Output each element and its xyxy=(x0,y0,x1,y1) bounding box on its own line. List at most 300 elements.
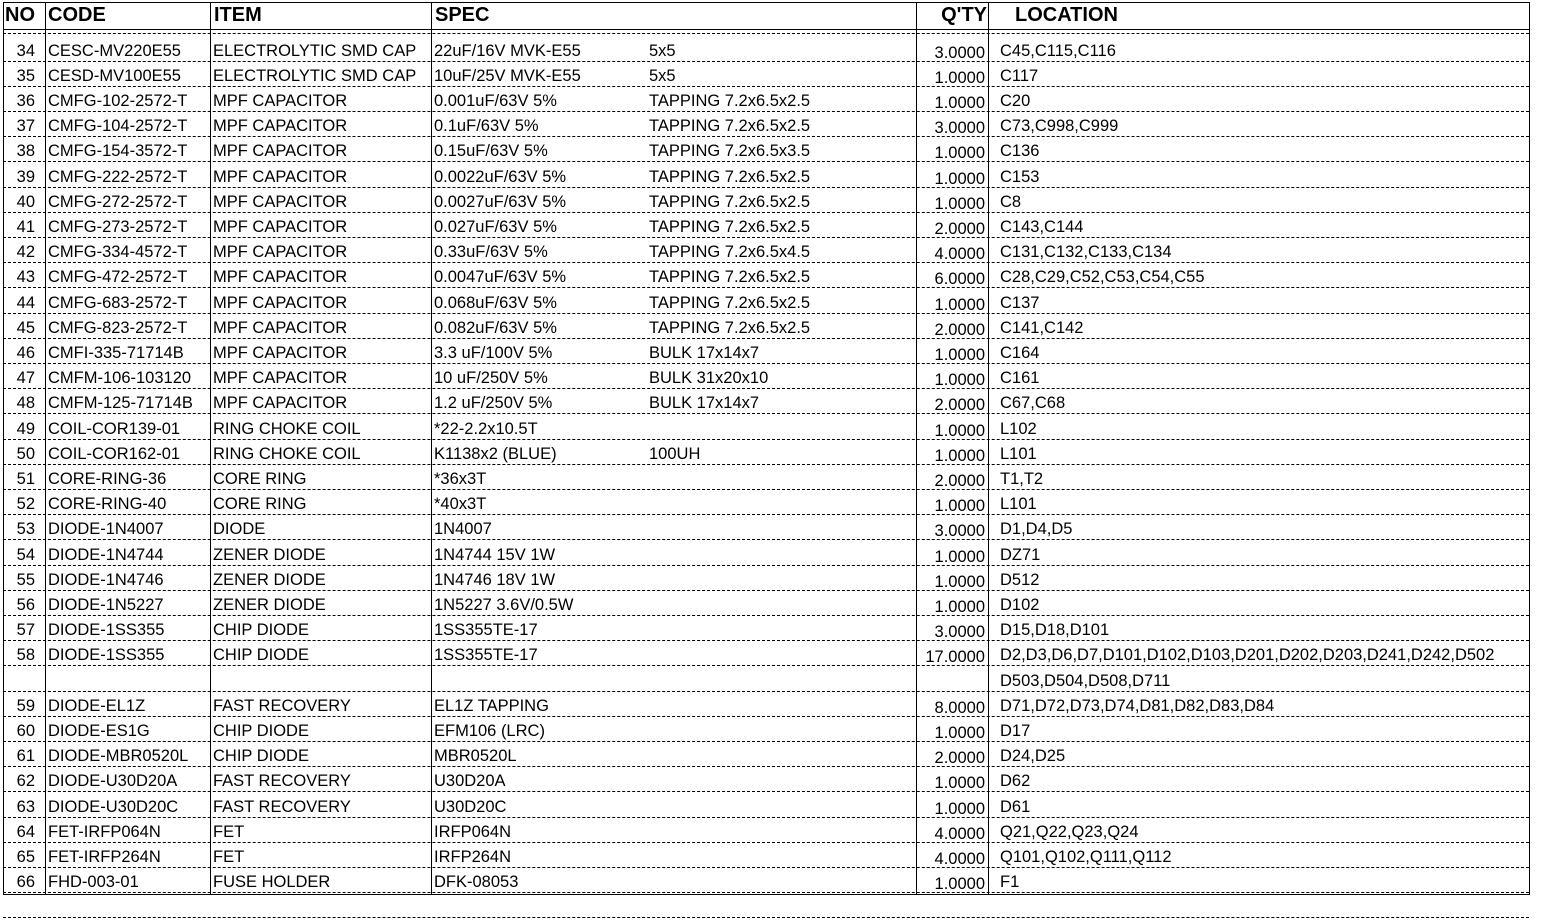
quantity: 1.0000 xyxy=(934,371,985,390)
item-name: CORE RING xyxy=(213,469,307,488)
grid-line xyxy=(3,464,1529,465)
location: Q21,Q22,Q23,Q24 xyxy=(1000,822,1139,841)
table-row xyxy=(3,591,1529,616)
item-name: MPF CAPACITOR xyxy=(213,217,348,236)
grid-line xyxy=(3,388,1529,389)
location: D102 xyxy=(1000,595,1040,614)
grid-line xyxy=(3,640,1529,641)
table-row xyxy=(3,339,1529,364)
spec-value: 0.068uF/63V 5% xyxy=(434,293,557,312)
item-name: FET xyxy=(213,822,245,841)
spec-package: TAPPING 7.2x6.5x4.5 xyxy=(649,243,811,262)
spec-value: 1.2 uF/250V 5% xyxy=(434,394,553,413)
table-row xyxy=(3,490,1529,515)
spec-value: *22-2.2x10.5T xyxy=(434,419,538,438)
header-spec: SPEC xyxy=(435,4,490,26)
quantity: 1.0000 xyxy=(934,875,985,894)
grid-column-line xyxy=(916,2,917,895)
header-item: ITEM xyxy=(214,4,262,26)
part-code: FHD-003-01 xyxy=(48,873,139,892)
spec-package: TAPPING 7.2x6.5x2.5 xyxy=(649,91,811,110)
spec-value: EFM106 (LRC) xyxy=(434,721,545,740)
table-row xyxy=(3,742,1529,767)
part-code: DIODE-U30D20C xyxy=(48,797,179,816)
location: C143,C144 xyxy=(1000,217,1084,236)
item-name: MPF CAPACITOR xyxy=(213,192,348,211)
location: C45,C115,C116 xyxy=(1000,41,1116,60)
table-row xyxy=(3,541,1529,566)
part-code: DIODE-1N4744 xyxy=(48,545,164,564)
grid-column-line xyxy=(1529,2,1530,895)
part-code: CMFG-104-2572-T xyxy=(48,117,188,136)
grid-line xyxy=(3,514,1529,515)
item-name: CHIP DIODE xyxy=(213,621,309,640)
grid-column-line xyxy=(988,2,989,895)
spec-value: 0.15uF/63V 5% xyxy=(434,142,548,161)
header-qty: Q'TY xyxy=(941,4,987,26)
spec-package: TAPPING 7.2x6.5x2.5 xyxy=(649,293,811,312)
grid-line xyxy=(3,867,1529,868)
spec-value: U30D20A xyxy=(434,772,506,791)
row-number: 43 xyxy=(16,268,35,287)
table-row xyxy=(3,566,1529,591)
quantity: 2.0000 xyxy=(934,320,985,339)
part-code: COIL-COR162-01 xyxy=(48,444,181,463)
table-row xyxy=(3,112,1529,137)
grid-line xyxy=(3,363,1529,364)
row-number: 58 xyxy=(16,646,35,665)
location: D15,D18,D101 xyxy=(1000,621,1110,640)
spec-value: 0.082uF/63V 5% xyxy=(434,318,557,337)
spec-value: 1N4744 15V 1W xyxy=(434,545,556,564)
location: D1,D4,D5 xyxy=(1000,520,1073,539)
location: C67,C68 xyxy=(1000,394,1066,413)
grid-line xyxy=(3,313,1529,314)
spec-package: TAPPING 7.2x6.5x2.5 xyxy=(649,117,811,136)
quantity: 3.0000 xyxy=(934,623,985,642)
item-name: MPF CAPACITOR xyxy=(213,293,348,312)
row-number: 63 xyxy=(16,797,35,816)
part-code: CMFM-125-71714B xyxy=(48,394,193,413)
location: D71,D72,D73,D74,D81,D82,D83,D84 xyxy=(1000,696,1275,715)
grid-line xyxy=(3,917,1529,918)
quantity: 2.0000 xyxy=(934,471,985,490)
item-name: MPF CAPACITOR xyxy=(213,318,348,337)
spec-package: TAPPING 7.2x6.5x2.5 xyxy=(649,268,811,287)
table-row xyxy=(3,62,1529,87)
row-number: 39 xyxy=(16,167,35,186)
row-number: 59 xyxy=(16,696,35,715)
row-number: 50 xyxy=(16,444,35,463)
location: C28,C29,C52,C53,C54,C55 xyxy=(1000,268,1205,287)
item-name: FAST RECOVERY xyxy=(213,772,351,791)
spec-value: 1N4007 xyxy=(434,520,492,539)
location: D17 xyxy=(1000,721,1031,740)
spec-value: 0.027uF/63V 5% xyxy=(434,217,557,236)
table-row xyxy=(3,515,1529,540)
table-row xyxy=(3,188,1529,213)
quantity: 1.0000 xyxy=(934,723,985,742)
part-code: CMFG-102-2572-T xyxy=(48,91,188,110)
quantity: 1.0000 xyxy=(934,169,985,188)
row-number: 47 xyxy=(16,369,35,388)
spec-package: TAPPING 7.2x6.5x3.5 xyxy=(649,142,811,161)
location: T1,T2 xyxy=(1000,469,1044,488)
quantity: 6.0000 xyxy=(934,270,985,289)
spec-package: BULK 31x20x10 xyxy=(649,369,769,388)
table-row xyxy=(3,314,1529,339)
quantity: 1.0000 xyxy=(934,774,985,793)
item-name: CHIP DIODE xyxy=(213,747,309,766)
spec-value: U30D20C xyxy=(434,797,507,816)
grid-line xyxy=(3,187,1529,188)
quantity: 1.0000 xyxy=(934,597,985,616)
spec-value: 1SS355TE-17 xyxy=(434,621,538,640)
grid-line xyxy=(3,86,1529,87)
quantity: 2.0000 xyxy=(934,219,985,238)
quantity: 1.0000 xyxy=(934,446,985,465)
location: C20 xyxy=(1000,91,1031,110)
item-name: CORE RING xyxy=(213,495,307,514)
item-name: MPF CAPACITOR xyxy=(213,369,348,388)
location: C73,C998,C999 xyxy=(1000,117,1119,136)
row-number: 34 xyxy=(16,41,35,60)
spec-value: 1SS355TE-17 xyxy=(434,646,538,665)
item-name: ZENER DIODE xyxy=(213,570,326,589)
spec-value: 22uF/16V MVK-E55 xyxy=(434,41,581,60)
spec-package: BULK 17x14x7 xyxy=(649,343,760,362)
location: DZ71 xyxy=(1000,545,1041,564)
quantity: 17.0000 xyxy=(925,648,985,667)
row-number: 66 xyxy=(16,873,35,892)
table-row xyxy=(3,667,1529,692)
item-name: MPF CAPACITOR xyxy=(213,142,348,161)
grid-line xyxy=(3,892,1529,893)
quantity: 1.0000 xyxy=(934,345,985,364)
part-code: CESD-MV100E55 xyxy=(48,66,181,85)
grid-line xyxy=(3,741,1529,742)
item-name: MPF CAPACITOR xyxy=(213,91,348,110)
part-code: CMFG-334-4572-T xyxy=(48,243,188,262)
location: C164 xyxy=(1000,343,1040,362)
part-code: DIODE-1N4007 xyxy=(48,520,164,539)
quantity: 1.0000 xyxy=(934,93,985,112)
location: C8 xyxy=(1000,192,1022,211)
part-code: DIODE-MBR0520L xyxy=(48,747,189,766)
location: L102 xyxy=(1000,419,1037,438)
table-row xyxy=(3,868,1529,893)
quantity: 4.0000 xyxy=(934,849,985,868)
grid-line xyxy=(3,161,1529,162)
table-row xyxy=(3,87,1529,112)
row-number: 57 xyxy=(16,621,35,640)
row-number: 41 xyxy=(16,217,35,236)
grid-line xyxy=(3,615,1529,616)
grid-line xyxy=(3,33,1529,34)
item-name: CHIP DIODE xyxy=(213,721,309,740)
part-code: DIODE-1N4746 xyxy=(48,570,164,589)
row-number: 44 xyxy=(16,293,35,312)
grid-line xyxy=(3,262,1529,263)
grid-line xyxy=(3,29,1529,30)
row-number: 54 xyxy=(16,545,35,564)
table-row xyxy=(3,641,1529,666)
quantity: 1.0000 xyxy=(934,421,985,440)
item-name: ELECTROLYTIC SMD CAP xyxy=(213,66,417,85)
header-no: NO xyxy=(5,4,35,26)
quantity: 1.0000 xyxy=(934,572,985,591)
table-row xyxy=(3,843,1529,868)
quantity: 2.0000 xyxy=(934,396,985,415)
row-number: 48 xyxy=(16,394,35,413)
row-number: 36 xyxy=(16,91,35,110)
row-number: 65 xyxy=(16,847,35,866)
row-number: 52 xyxy=(16,495,35,514)
part-code: DIODE-U30D20A xyxy=(48,772,178,791)
spec-value: *40x3T xyxy=(434,495,487,514)
row-number: 53 xyxy=(16,520,35,539)
item-name: FAST RECOVERY xyxy=(213,696,351,715)
spec-value: 10 uF/250V 5% xyxy=(434,369,548,388)
grid-line xyxy=(3,2,1529,3)
spec-value: 0.0022uF/63V 5% xyxy=(434,167,567,186)
grid-line xyxy=(3,565,1529,566)
spec-value: EL1Z TAPPING xyxy=(434,696,549,715)
part-code: CMFG-273-2572-T xyxy=(48,217,188,236)
row-number: 38 xyxy=(16,142,35,161)
grid-line xyxy=(3,691,1529,692)
spec-value: 1N4746 18V 1W xyxy=(434,570,556,589)
grid-line xyxy=(3,539,1529,540)
location: C141,C142 xyxy=(1000,318,1084,337)
part-code: CORE-RING-40 xyxy=(48,495,167,514)
part-code: CMFG-472-2572-T xyxy=(48,268,188,287)
part-code: CMFM-106-103120 xyxy=(48,369,192,388)
grid-line xyxy=(3,894,1529,895)
table-row xyxy=(3,793,1529,818)
grid-line xyxy=(3,716,1529,717)
item-name: MPF CAPACITOR xyxy=(213,117,348,136)
table-row xyxy=(3,440,1529,465)
quantity: 2.0000 xyxy=(934,749,985,768)
grid-line xyxy=(3,237,1529,238)
spec-value: K1138x2 (BLUE) xyxy=(434,444,557,463)
grid-line xyxy=(3,590,1529,591)
quantity: 4.0000 xyxy=(934,824,985,843)
table-row xyxy=(3,163,1529,188)
spec-value: 0.1uF/63V 5% xyxy=(434,117,539,136)
location: D61 xyxy=(1000,797,1031,816)
spec-package: 5x5 xyxy=(649,41,676,60)
row-number: 40 xyxy=(16,192,35,211)
item-name: MPF CAPACITOR xyxy=(213,394,348,413)
spec-package: BULK 17x14x7 xyxy=(649,394,760,413)
quantity: 3.0000 xyxy=(934,119,985,138)
item-name: MPF CAPACITOR xyxy=(213,243,348,262)
grid-line xyxy=(3,842,1529,843)
grid-line xyxy=(3,766,1529,767)
location: Q101,Q102,Q111,Q112 xyxy=(1000,847,1172,866)
spec-value: 10uF/25V MVK-E55 xyxy=(434,66,581,85)
part-code: CESC-MV220E55 xyxy=(48,41,181,60)
part-code: CMFG-272-2572-T xyxy=(48,192,188,211)
grid-line xyxy=(3,111,1529,112)
row-number: 55 xyxy=(16,570,35,589)
grid-line xyxy=(3,665,1529,666)
part-code: DIODE-1SS355 xyxy=(48,621,165,640)
spec-value: 1N5227 3.6V/0.5W xyxy=(434,595,574,614)
part-code: CMFG-683-2572-T xyxy=(48,293,188,312)
row-number: 37 xyxy=(16,117,35,136)
grid-column-line xyxy=(45,2,46,895)
table-row xyxy=(3,364,1529,389)
location: C131,C132,C133,C134 xyxy=(1000,243,1172,262)
table-header xyxy=(3,2,1529,28)
spec-package: TAPPING 7.2x6.5x2.5 xyxy=(649,217,811,236)
item-name: FUSE HOLDER xyxy=(213,873,331,892)
quantity: 1.0000 xyxy=(934,144,985,163)
grid-line xyxy=(3,136,1529,137)
item-name: ZENER DIODE xyxy=(213,595,326,614)
spec-value: 0.0027uF/63V 5% xyxy=(434,192,567,211)
table-row xyxy=(3,767,1529,792)
table-row xyxy=(3,692,1529,717)
grid-line xyxy=(3,791,1529,792)
row-number: 61 xyxy=(16,747,35,766)
location: C161 xyxy=(1000,369,1040,388)
table-row xyxy=(3,616,1529,641)
spec-value: 0.0047uF/63V 5% xyxy=(434,268,567,287)
part-code: CMFG-823-2572-T xyxy=(48,318,188,337)
location: D24,D25 xyxy=(1000,747,1066,766)
location: L101 xyxy=(1000,444,1037,463)
quantity: 1.0000 xyxy=(934,497,985,516)
part-code: FET-IRFP264N xyxy=(48,847,161,866)
spec-package: 5x5 xyxy=(649,66,676,85)
item-name: MPF CAPACITOR xyxy=(213,268,348,287)
table-row xyxy=(3,238,1529,263)
part-code: DIODE-1SS355 xyxy=(48,646,165,665)
row-number: 62 xyxy=(16,772,35,791)
spec-package: 100UH xyxy=(649,444,701,463)
location: F1 xyxy=(1000,873,1020,892)
spec-package: TAPPING 7.2x6.5x2.5 xyxy=(649,318,811,337)
part-code: DIODE-1N5227 xyxy=(48,595,164,614)
location: C153 xyxy=(1000,167,1040,186)
row-number: 56 xyxy=(16,595,35,614)
header-code: CODE xyxy=(48,4,106,26)
spec-value: *36x3T xyxy=(434,469,487,488)
part-code: CMFG-154-3572-T xyxy=(48,142,188,161)
location: D512 xyxy=(1000,570,1040,589)
row-number: 49 xyxy=(16,419,35,438)
part-code: DIODE-EL1Z xyxy=(48,696,146,715)
table-row xyxy=(3,37,1529,62)
grid-line xyxy=(3,817,1529,818)
quantity: 8.0000 xyxy=(934,698,985,717)
table-row xyxy=(3,717,1529,742)
item-name: FAST RECOVERY xyxy=(213,797,351,816)
location: L101 xyxy=(1000,495,1037,514)
part-code: CMFG-222-2572-T xyxy=(48,167,188,186)
row-number: 64 xyxy=(16,822,35,841)
table-row xyxy=(3,415,1529,440)
table-row xyxy=(3,213,1529,238)
grid-line xyxy=(3,439,1529,440)
spec-value: 0.001uF/63V 5% xyxy=(434,91,557,110)
grid-column-line xyxy=(431,2,432,895)
item-name: CHIP DIODE xyxy=(213,646,309,665)
grid-line xyxy=(3,61,1529,62)
row-number: 45 xyxy=(16,318,35,337)
part-code: CORE-RING-36 xyxy=(48,469,167,488)
location: D62 xyxy=(1000,772,1031,791)
table-row xyxy=(3,389,1529,414)
quantity: 1.0000 xyxy=(934,799,985,818)
table-row xyxy=(3,137,1529,162)
spec-package: TAPPING 7.2x6.5x2.5 xyxy=(649,192,811,211)
grid-column-line xyxy=(210,2,211,895)
row-number: 60 xyxy=(16,721,35,740)
item-name: RING CHOKE COIL xyxy=(213,444,361,463)
spec-value: DFK-08053 xyxy=(434,873,519,892)
grid-line xyxy=(3,287,1529,288)
spec-value: MBR0520L xyxy=(434,747,517,766)
spec-value: 3.3 uF/100V 5% xyxy=(434,343,553,362)
part-code: COIL-COR139-01 xyxy=(48,419,181,438)
grid-line xyxy=(3,212,1529,213)
part-code: DIODE-ES1G xyxy=(48,721,150,740)
grid-column-line xyxy=(3,2,4,895)
spec-value: IRFP264N xyxy=(434,847,512,866)
location: C136 xyxy=(1000,142,1040,161)
location: D2,D3,D6,D7,D101,D102,D103,D201,D202,D203,D241,D242,D502 xyxy=(1000,646,1495,665)
item-name: DIODE xyxy=(213,520,266,539)
row-number: 42 xyxy=(16,243,35,262)
spec-package: TAPPING 7.2x6.5x2.5 xyxy=(649,167,811,186)
grid-line xyxy=(3,413,1529,414)
row-number: 51 xyxy=(16,469,35,488)
quantity: 1.0000 xyxy=(934,194,985,213)
table-row xyxy=(3,465,1529,490)
quantity: 1.0000 xyxy=(934,547,985,566)
quantity: 3.0000 xyxy=(934,43,985,62)
spec-value: 0.33uF/63V 5% xyxy=(434,243,548,262)
table-row xyxy=(3,263,1529,288)
quantity: 4.0000 xyxy=(934,245,985,264)
location: D503,D504,D508,D711 xyxy=(1000,671,1171,690)
item-name: MPF CAPACITOR xyxy=(213,343,348,362)
quantity: 1.0000 xyxy=(934,68,985,87)
quantity: 3.0000 xyxy=(934,522,985,541)
item-name: ZENER DIODE xyxy=(213,545,326,564)
row-number: 35 xyxy=(16,66,35,85)
location: C117 xyxy=(1000,66,1039,85)
table-row xyxy=(3,818,1529,843)
header-location: LOCATION xyxy=(1015,4,1118,26)
item-name: RING CHOKE COIL xyxy=(213,419,361,438)
grid-line xyxy=(3,489,1529,490)
location: C137 xyxy=(1000,293,1040,312)
part-code: CMFI-335-71714B xyxy=(48,343,184,362)
spec-value: IRFP064N xyxy=(434,822,512,841)
table-row xyxy=(3,289,1529,314)
row-number: 46 xyxy=(16,343,35,362)
grid-line xyxy=(3,338,1529,339)
part-code: FET-IRFP064N xyxy=(48,822,161,841)
quantity: 1.0000 xyxy=(934,295,985,314)
item-name: FET xyxy=(213,847,245,866)
